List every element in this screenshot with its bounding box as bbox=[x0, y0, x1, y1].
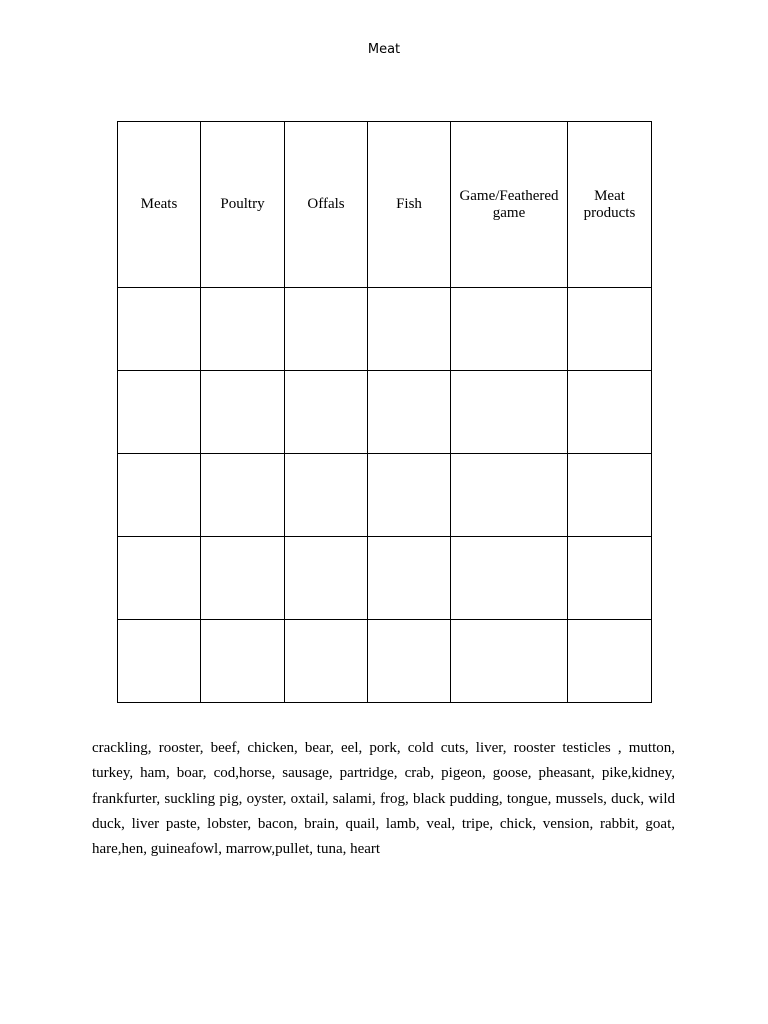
table-cell[interactable] bbox=[118, 288, 201, 371]
table-row bbox=[118, 620, 652, 703]
table-cell[interactable] bbox=[451, 288, 568, 371]
table-header-row bbox=[118, 122, 652, 288]
table-cell[interactable] bbox=[201, 288, 285, 371]
table-cell[interactable] bbox=[118, 371, 201, 454]
column-header-poultry: Poultry bbox=[201, 122, 285, 288]
table-row bbox=[118, 288, 652, 371]
table-cell[interactable] bbox=[201, 454, 285, 537]
table-cell[interactable] bbox=[285, 288, 368, 371]
word-bank-paragraph: crackling, rooster, beef, chicken, bear, eel, pork, cold cuts, liver, rooster testicles , mutton, turkey, ham, boar, cod,horse, sausage, partridge, crab, pigeon, goose, pheasant, pike,kidney, frankfurter, suckling pig, oyster, oxtail, salami, frog, black pudding, tongue, mussels, duck, wild duck, liver paste, lobster, bacon, brain, quail, lamb, veal, tripe, chick, vension, rabbit, goat, hare,hen, guineafowl, marrow,pullet, tuna, heart bbox=[92, 740, 675, 858]
table-cell[interactable] bbox=[368, 288, 451, 371]
table-cell[interactable] bbox=[368, 371, 451, 454]
table-cell[interactable] bbox=[201, 537, 285, 620]
table-cell[interactable] bbox=[568, 620, 652, 703]
table-row bbox=[118, 454, 652, 537]
table-cell[interactable] bbox=[368, 537, 451, 620]
table-cell[interactable] bbox=[568, 288, 652, 371]
table-cell[interactable] bbox=[118, 454, 201, 537]
classification-table bbox=[117, 121, 652, 703]
column-header-meats: Meats bbox=[118, 122, 201, 288]
column-header-fish: Fish bbox=[368, 122, 451, 288]
page-header-title: Meat bbox=[367, 42, 401, 57]
table-cell[interactable] bbox=[568, 454, 652, 537]
table-cell[interactable] bbox=[451, 454, 568, 537]
table-cell[interactable] bbox=[368, 454, 451, 537]
table-cell[interactable] bbox=[118, 537, 201, 620]
table-cell[interactable] bbox=[568, 537, 652, 620]
table-cell[interactable] bbox=[568, 371, 652, 454]
column-header-offals: Offals bbox=[285, 122, 368, 288]
table-cell[interactable] bbox=[368, 620, 451, 703]
column-header-meat-products: Meat products bbox=[568, 122, 652, 288]
table-row bbox=[118, 537, 652, 620]
table-cell[interactable] bbox=[285, 371, 368, 454]
table-cell[interactable] bbox=[285, 454, 368, 537]
table-cell[interactable] bbox=[201, 371, 285, 454]
table-cell[interactable] bbox=[285, 537, 368, 620]
table-row bbox=[118, 371, 652, 454]
table-cell[interactable] bbox=[201, 620, 285, 703]
table-cell[interactable] bbox=[451, 371, 568, 454]
table-cell[interactable] bbox=[285, 620, 368, 703]
column-header-game: Game/Feathered game bbox=[451, 122, 568, 288]
table-cell[interactable] bbox=[451, 620, 568, 703]
table-cell[interactable] bbox=[451, 537, 568, 620]
table-cell[interactable] bbox=[118, 620, 201, 703]
